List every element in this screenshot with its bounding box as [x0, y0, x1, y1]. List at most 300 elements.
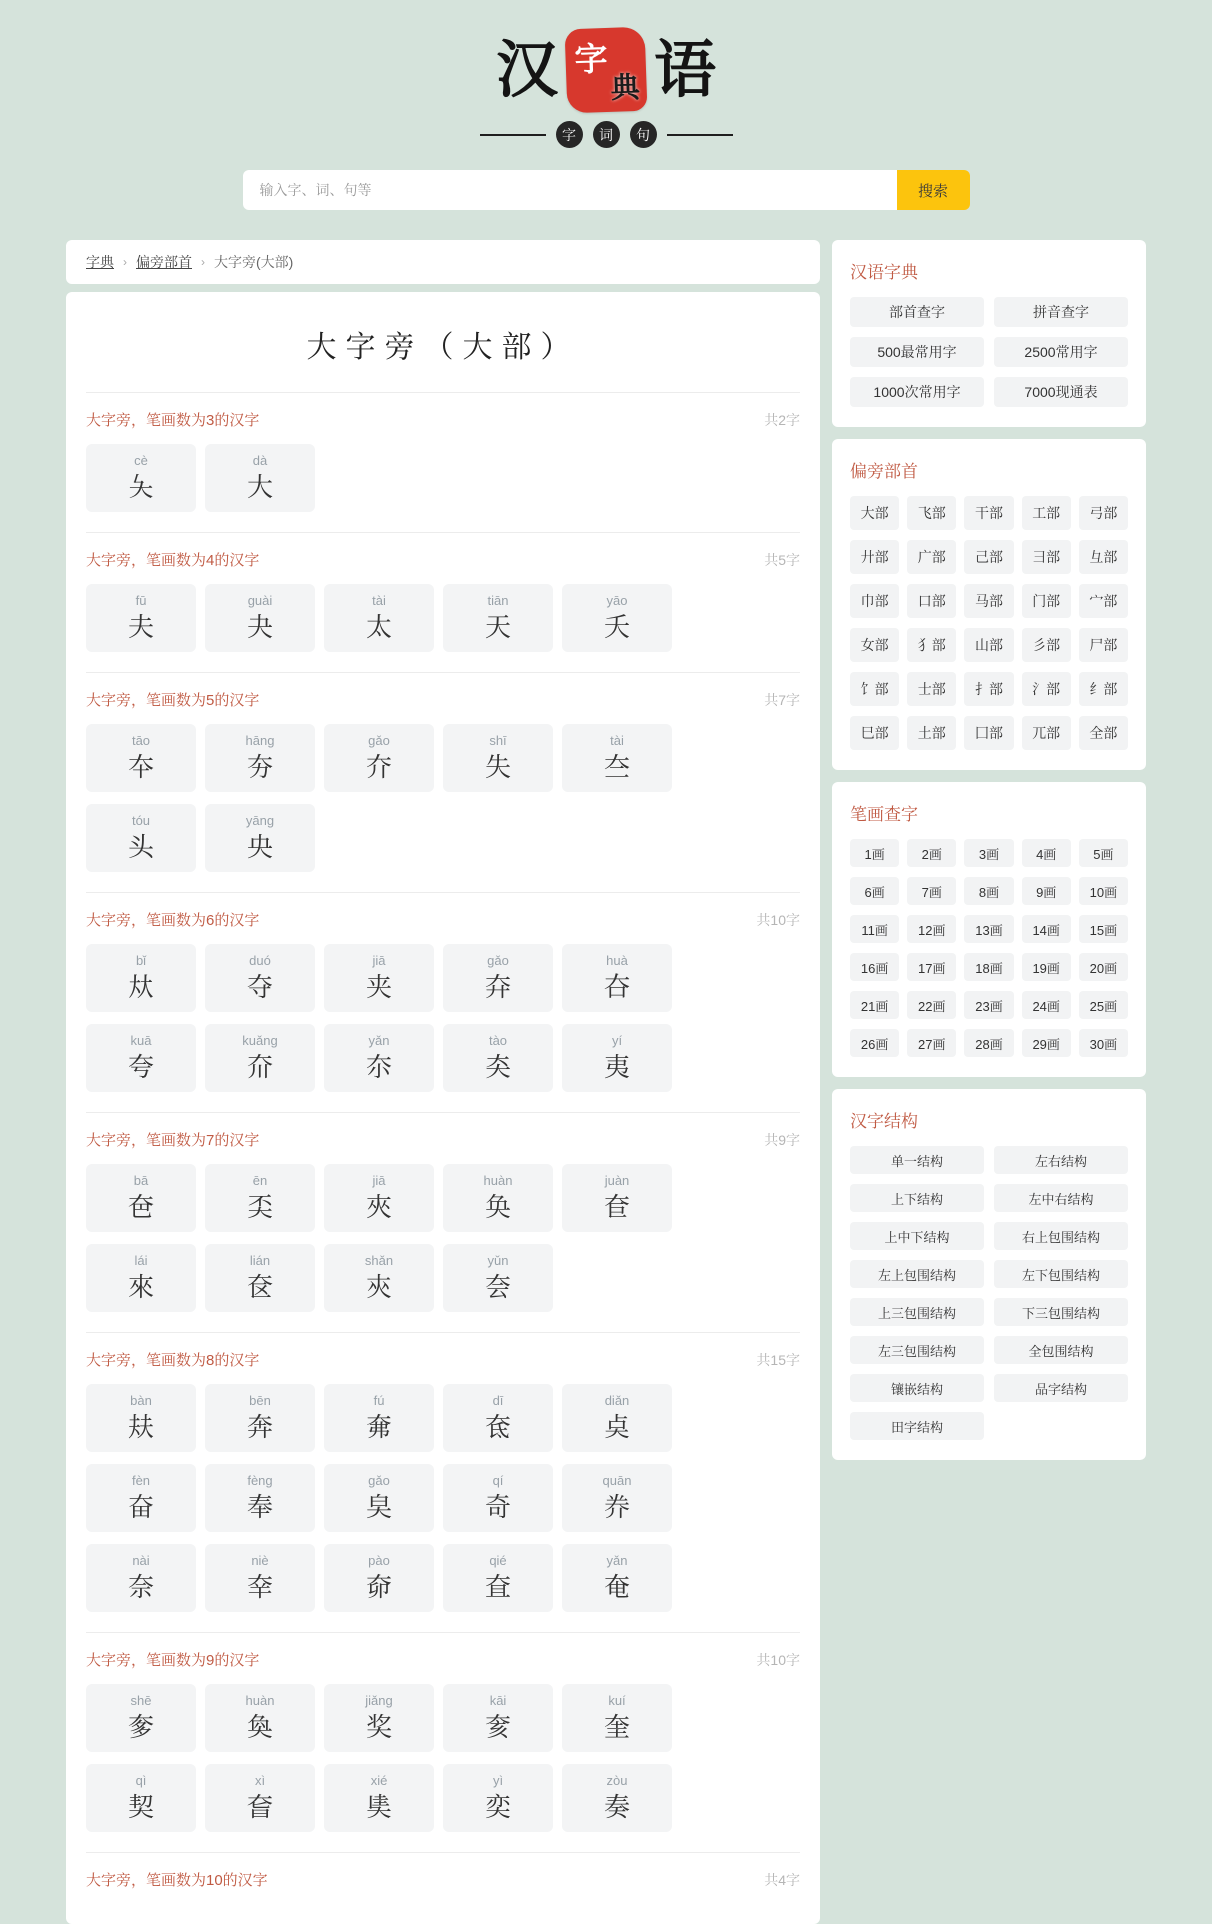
char-hanzi: 夷 — [603, 1051, 630, 1082]
logo-badge: 字 — [556, 121, 583, 148]
radical-button[interactable]: 干部 — [964, 496, 1013, 530]
char-grid — [86, 444, 800, 512]
stroke-button[interactable]: 21画 — [850, 991, 899, 1019]
char-card[interactable] — [205, 944, 315, 1012]
char-pinyin: yāo — [606, 592, 628, 608]
structure-button[interactable]: 右上包围结构 — [994, 1222, 1128, 1250]
stroke-button[interactable]: 3画 — [964, 839, 1013, 867]
char-card[interactable] — [205, 724, 315, 792]
char-hanzi: 夻 — [603, 971, 630, 1002]
sidebar-dictionary-title: 汉语字典 — [850, 263, 918, 282]
char-card[interactable] — [205, 1684, 315, 1752]
char-hanzi: 㚗 — [484, 1571, 511, 1602]
char-pinyin: tóu — [131, 812, 151, 828]
char-card[interactable] — [86, 1244, 196, 1312]
char-card[interactable] — [205, 444, 315, 512]
char-grid — [86, 1684, 800, 1832]
radical-button[interactable]: 彡部 — [1022, 628, 1071, 662]
stroke-button[interactable]: 10画 — [1079, 877, 1128, 905]
radical-button[interactable]: 饣部 — [850, 672, 899, 706]
char-card[interactable] — [562, 584, 672, 652]
char-hanzi: 夲 — [127, 751, 154, 782]
radical-button[interactable]: 犭部 — [907, 628, 956, 662]
char-hanzi: 夼 — [246, 1051, 273, 1082]
structure-button[interactable]: 左右结构 — [994, 1146, 1128, 1174]
char-pinyin: cè — [134, 452, 148, 468]
char-hanzi: 奌 — [603, 1411, 630, 1442]
char-pinyin: jiā — [372, 952, 386, 968]
search-input[interactable] — [243, 170, 897, 210]
char-card[interactable] — [443, 1024, 553, 1092]
radical-button[interactable]: 囗部 — [964, 716, 1013, 750]
radical-button[interactable]: 彑部 — [1079, 540, 1128, 574]
char-hanzi: 夾 — [365, 1191, 392, 1222]
structure-button[interactable]: 左三包围结构 — [850, 1336, 984, 1364]
char-card[interactable] — [443, 1544, 553, 1612]
stroke-button[interactable]: 18画 — [964, 953, 1013, 981]
stroke-button[interactable]: 16画 — [850, 953, 899, 981]
char-card[interactable] — [562, 1684, 672, 1752]
char-hanzi: 奈 — [127, 1571, 154, 1602]
char-card[interactable] — [205, 1384, 315, 1452]
stroke-section — [86, 392, 800, 532]
char-card[interactable] — [443, 724, 553, 792]
search-bar — [243, 170, 970, 210]
char-hanzi: 失 — [484, 751, 511, 782]
char-pinyin: dī — [492, 1392, 504, 1408]
stroke-button[interactable]: 29画 — [1022, 1029, 1071, 1057]
dict-button[interactable]: 2500常用字 — [994, 337, 1128, 367]
radical-button[interactable]: 马部 — [964, 584, 1013, 618]
char-pinyin: kuí — [608, 1692, 626, 1708]
breadcrumb-radicals-link[interactable]: 偏旁部首 — [136, 254, 192, 270]
char-hanzi: 奇 — [484, 1491, 511, 1522]
radical-button[interactable]: 大部 — [850, 496, 899, 530]
char-card[interactable] — [324, 1164, 434, 1232]
section-count: 共5字 — [764, 551, 800, 568]
char-pinyin: lián — [249, 1252, 271, 1268]
char-hanzi: 奂 — [484, 1191, 511, 1222]
structure-button[interactable]: 左下包围结构 — [994, 1260, 1128, 1288]
char-hanzi: 㚖 — [365, 1491, 392, 1522]
breadcrumb-dictionary-link[interactable]: 字典 — [86, 254, 114, 270]
char-pinyin: tiān — [487, 592, 509, 608]
structure-button[interactable]: 田字结构 — [850, 1412, 984, 1440]
char-card[interactable] — [86, 944, 196, 1012]
char-hanzi: 奓 — [127, 1711, 154, 1742]
char-card[interactable] — [324, 724, 434, 792]
char-card[interactable] — [86, 1164, 196, 1232]
stroke-button[interactable]: 20画 — [1079, 953, 1128, 981]
char-pinyin: yì — [492, 1772, 504, 1788]
dict-button[interactable]: 拼音查字 — [994, 297, 1128, 327]
char-card[interactable] — [562, 1164, 672, 1232]
char-card[interactable] — [324, 1244, 434, 1312]
char-card[interactable] — [86, 1684, 196, 1752]
char-pinyin: lái — [134, 1252, 148, 1268]
char-pinyin: tào — [488, 1032, 508, 1048]
stroke-button[interactable]: 28画 — [964, 1029, 1013, 1057]
char-pinyin: yí — [611, 1032, 623, 1048]
radical-button[interactable]: 宀部 — [1079, 584, 1128, 618]
stroke-button[interactable]: 30画 — [1079, 1029, 1128, 1057]
stroke-button[interactable]: 26画 — [850, 1029, 899, 1057]
char-card[interactable] — [86, 1544, 196, 1612]
structure-button[interactable]: 上中下结构 — [850, 1222, 984, 1250]
char-card[interactable] — [86, 1024, 196, 1092]
structure-button[interactable]: 品字结构 — [994, 1374, 1128, 1402]
char-card[interactable] — [205, 1464, 315, 1532]
stroke-section — [86, 532, 800, 672]
radical-button[interactable]: 纟部 — [1079, 672, 1128, 706]
char-pinyin: gǎo — [368, 732, 390, 748]
section-count: 共9字 — [764, 1131, 800, 1148]
radical-button[interactable]: 巳部 — [850, 716, 899, 750]
char-hanzi: 㚔 — [246, 1571, 273, 1602]
char-hanzi: 央 — [246, 831, 273, 862]
section-header — [86, 1869, 800, 1890]
char-hanzi: 奅 — [365, 1571, 392, 1602]
char-pinyin: yǔn — [487, 1252, 509, 1268]
sidebar-card-strokes — [832, 782, 1146, 1077]
char-hanzi: 夳 — [603, 751, 630, 782]
stroke-section — [86, 672, 800, 892]
char-card[interactable] — [443, 1384, 553, 1452]
stroke-button[interactable]: 9画 — [1022, 877, 1071, 905]
sidebar-card-dictionary — [832, 240, 1146, 427]
char-pinyin: huà — [606, 952, 628, 968]
section-title: 大字旁，笔画数为8的汉字 — [86, 1352, 260, 1369]
char-pinyin: fèn — [131, 1472, 151, 1488]
sidebar-card-structures — [832, 1089, 1146, 1460]
char-card[interactable] — [205, 1544, 315, 1612]
dict-button[interactable]: 部首查字 — [850, 297, 984, 327]
dict-button[interactable]: 1000次常用字 — [850, 377, 984, 407]
logo-stamp-top-char: 字 — [573, 38, 609, 80]
char-pinyin: dà — [252, 452, 268, 468]
char-hanzi: 夶 — [127, 971, 154, 1002]
radical-button[interactable]: 己部 — [964, 540, 1013, 574]
char-card[interactable] — [205, 1764, 315, 1832]
logo-stamp-icon — [565, 27, 648, 114]
section-count: 共7字 — [764, 691, 800, 708]
char-card[interactable] — [324, 944, 434, 1012]
structure-button[interactable]: 左中右结构 — [994, 1184, 1128, 1212]
char-pinyin: bàn — [130, 1392, 152, 1408]
char-hanzi: 㚘 — [127, 1411, 154, 1442]
char-pinyin: fū — [135, 592, 147, 608]
dict-button[interactable]: 500最常用字 — [850, 337, 984, 367]
structure-button[interactable]: 下三包围结构 — [994, 1298, 1128, 1326]
char-card[interactable] — [86, 444, 196, 512]
section-title: 大字旁，笔画数为10的汉字 — [86, 1872, 268, 1889]
section-title: 大字旁，笔画数为7的汉字 — [86, 1132, 260, 1149]
radical-char-list-card — [66, 292, 820, 1924]
char-pinyin: guài — [247, 592, 273, 608]
radical-button[interactable]: 廾部 — [850, 540, 899, 574]
radical-button[interactable]: 山部 — [964, 628, 1013, 662]
char-card[interactable] — [86, 804, 196, 872]
radical-button[interactable]: 广部 — [907, 540, 956, 574]
char-hanzi: 奁 — [246, 1271, 273, 1302]
char-hanzi: 夿 — [127, 1191, 154, 1222]
section-title: 大字旁，笔画数为3的汉字 — [86, 412, 260, 429]
sections — [86, 392, 800, 1924]
char-card[interactable] — [562, 1384, 672, 1452]
stroke-button[interactable]: 22画 — [907, 991, 956, 1019]
char-hanzi: 奎 — [603, 1711, 630, 1742]
section-header — [86, 1649, 800, 1670]
radical-button[interactable]: 飞部 — [907, 496, 956, 530]
char-card[interactable] — [324, 1024, 434, 1092]
char-card[interactable] — [86, 1384, 196, 1452]
char-pinyin: bǐ — [135, 952, 147, 968]
char-pinyin: kāi — [489, 1692, 507, 1708]
char-hanzi: 奔 — [246, 1411, 273, 1442]
char-pinyin: duó — [249, 952, 271, 968]
stroke-button[interactable]: 23画 — [964, 991, 1013, 1019]
char-card[interactable] — [324, 1684, 434, 1752]
char-pinyin: shī — [489, 732, 507, 748]
site-logo[interactable] — [496, 28, 716, 112]
radical-button[interactable]: 兀部 — [1022, 716, 1071, 750]
char-card[interactable] — [86, 584, 196, 652]
radical-button[interactable]: 口部 — [907, 584, 956, 618]
char-hanzi: 奉 — [246, 1491, 273, 1522]
char-card[interactable] — [443, 584, 553, 652]
char-hanzi: 契 — [127, 1791, 154, 1822]
char-card[interactable] — [443, 944, 553, 1012]
radical-button[interactable]: 门部 — [1022, 584, 1071, 618]
char-card[interactable] — [205, 1164, 315, 1232]
radical-button[interactable]: 彐部 — [1022, 540, 1071, 574]
char-card[interactable] — [205, 584, 315, 652]
char-card[interactable] — [562, 724, 672, 792]
char-pinyin: xì — [254, 1772, 266, 1788]
char-pinyin: tāo — [131, 732, 151, 748]
stroke-button[interactable]: 14画 — [1022, 915, 1071, 943]
char-hanzi: 夺 — [246, 971, 273, 1002]
structure-button[interactable]: 镶嵌结构 — [850, 1374, 984, 1402]
radical-button[interactable]: 扌部 — [964, 672, 1013, 706]
char-hanzi: 奄 — [603, 1571, 630, 1602]
char-pinyin: bēn — [249, 1392, 271, 1408]
char-card[interactable] — [443, 1684, 553, 1752]
char-card[interactable] — [205, 1024, 315, 1092]
char-hanzi: 夨 — [127, 471, 154, 502]
sidebar-structures-title: 汉字结构 — [850, 1112, 918, 1131]
stroke-button[interactable]: 24画 — [1022, 991, 1071, 1019]
char-pinyin: fú — [373, 1392, 385, 1408]
char-hanzi: 㚏 — [484, 971, 511, 1002]
char-hanzi: 奀 — [246, 1191, 273, 1222]
stroke-buttons — [850, 839, 1128, 1057]
stroke-button[interactable]: 25画 — [1079, 991, 1128, 1019]
radical-button[interactable]: 尸部 — [1079, 628, 1128, 662]
char-hanzi: 夫 — [127, 611, 154, 642]
logo-line-left — [480, 134, 546, 136]
logo-badge: 句 — [630, 121, 657, 148]
stroke-button[interactable]: 1画 — [850, 839, 899, 867]
char-hanzi: 夯 — [246, 751, 273, 782]
char-card[interactable] — [443, 1244, 553, 1312]
section-count: 共10字 — [756, 911, 800, 928]
main-column — [66, 240, 820, 1924]
section-count: 共2字 — [764, 411, 800, 428]
site-header — [0, 0, 1212, 148]
stroke-button[interactable]: 15画 — [1079, 915, 1128, 943]
char-pinyin: quān — [602, 1472, 632, 1488]
search-button[interactable]: 搜索 — [897, 170, 970, 210]
stroke-button[interactable]: 19画 — [1022, 953, 1071, 981]
char-card[interactable] — [443, 1164, 553, 1232]
char-pinyin: bā — [133, 1172, 149, 1188]
logo-stamp-bottom-char: 典 — [610, 69, 641, 105]
char-hanzi: 奃 — [484, 1411, 511, 1442]
stroke-button[interactable]: 4画 — [1022, 839, 1071, 867]
char-card[interactable] — [562, 1764, 672, 1832]
structure-button[interactable]: 全包围结构 — [994, 1336, 1128, 1364]
logo-line-right — [667, 134, 733, 136]
char-pinyin: kuā — [130, 1032, 152, 1048]
char-hanzi: 㚒 — [365, 1271, 392, 1302]
radical-button[interactable]: 巾部 — [850, 584, 899, 618]
char-card[interactable] — [562, 944, 672, 1012]
char-card[interactable] — [86, 1464, 196, 1532]
radical-button[interactable]: 土部 — [907, 716, 956, 750]
stroke-section — [86, 1852, 800, 1924]
char-hanzi: 奋 — [127, 1491, 154, 1522]
char-hanzi: 奏 — [603, 1791, 630, 1822]
structure-button[interactable]: 上三包围结构 — [850, 1298, 984, 1326]
char-pinyin: yǎn — [368, 1032, 390, 1048]
section-title: 大字旁，笔画数为9的汉字 — [86, 1652, 260, 1669]
char-card[interactable] — [562, 1024, 672, 1092]
char-hanzi: 夽 — [484, 1271, 511, 1302]
structure-buttons — [850, 1146, 1128, 1440]
structure-button[interactable]: 上下结构 — [850, 1184, 984, 1212]
char-card[interactable] — [86, 1764, 196, 1832]
page-content — [66, 240, 1146, 1924]
char-card[interactable] — [324, 1384, 434, 1452]
char-hanzi: 夹 — [365, 971, 392, 1002]
char-card[interactable] — [324, 584, 434, 652]
stroke-button[interactable]: 17画 — [907, 953, 956, 981]
char-pinyin: hāng — [245, 732, 275, 748]
radical-button[interactable]: 全部 — [1079, 716, 1128, 750]
char-pinyin: xié — [370, 1772, 388, 1788]
stroke-button[interactable]: 6画 — [850, 877, 899, 905]
section-title: 大字旁，笔画数为4的汉字 — [86, 552, 260, 569]
char-pinyin: yāng — [245, 812, 275, 828]
char-hanzi: 大 — [246, 471, 273, 502]
char-pinyin: jiǎng — [365, 1692, 393, 1708]
char-card[interactable] — [562, 1464, 672, 1532]
stroke-button[interactable]: 7画 — [907, 877, 956, 905]
radical-button[interactable]: 弓部 — [1079, 496, 1128, 530]
stroke-button[interactable]: 8画 — [964, 877, 1013, 905]
section-header — [86, 549, 800, 570]
stroke-button[interactable]: 2画 — [907, 839, 956, 867]
char-pinyin: kuǎng — [242, 1032, 278, 1048]
char-hanzi: 奒 — [484, 1711, 511, 1742]
char-hanzi: 夰 — [365, 751, 392, 782]
section-count: 共15字 — [756, 1351, 800, 1368]
logo-char-left: 汉 — [495, 33, 558, 106]
char-card[interactable] — [324, 1464, 434, 1532]
char-pinyin: tài — [372, 592, 386, 608]
char-hanzi: 太 — [365, 611, 392, 642]
radical-button[interactable]: 氵部 — [1022, 672, 1071, 706]
char-pinyin: tài — [610, 732, 624, 748]
char-pinyin: huàn — [245, 1692, 275, 1708]
char-card[interactable] — [562, 1544, 672, 1612]
radical-button[interactable]: 工部 — [1022, 496, 1071, 530]
char-pinyin: qì — [135, 1772, 147, 1788]
char-hanzi: 來 — [127, 1271, 154, 1302]
char-card[interactable] — [205, 1244, 315, 1312]
page-title: 大字旁（大部） — [306, 330, 580, 365]
char-card[interactable] — [443, 1764, 553, 1832]
structure-button[interactable]: 单一结构 — [850, 1146, 984, 1174]
sidebar-radicals-title: 偏旁部首 — [850, 462, 918, 481]
stroke-section — [86, 1332, 800, 1632]
char-card[interactable] — [86, 724, 196, 792]
breadcrumb-separator: › — [123, 255, 127, 269]
stroke-button[interactable]: 12画 — [907, 915, 956, 943]
sidebar — [832, 240, 1146, 1460]
stroke-button[interactable]: 13画 — [964, 915, 1013, 943]
char-hanzi: 奆 — [603, 1191, 630, 1222]
section-header — [86, 1129, 800, 1150]
char-card[interactable] — [324, 1764, 434, 1832]
logo-char-right: 语 — [654, 33, 717, 106]
char-hanzi: 㚛 — [246, 1791, 273, 1822]
char-hanzi: 奕 — [484, 1791, 511, 1822]
section-header — [86, 909, 800, 930]
stroke-button[interactable]: 27画 — [907, 1029, 956, 1057]
logo-subtitle — [480, 121, 733, 148]
dict-button[interactable]: 7000现通表 — [994, 377, 1128, 407]
char-hanzi: 头 — [127, 831, 154, 862]
section-header — [86, 409, 800, 430]
stroke-section — [86, 1632, 800, 1852]
stroke-button[interactable]: 5画 — [1079, 839, 1128, 867]
char-pinyin: jiā — [372, 1172, 386, 1188]
radical-button[interactable]: 女部 — [850, 628, 899, 662]
char-hanzi: 奍 — [603, 1491, 630, 1522]
section-count: 共4字 — [764, 1871, 800, 1888]
char-grid — [86, 1164, 800, 1312]
char-hanzi: 奊 — [365, 1791, 392, 1822]
char-hanzi: 夵 — [365, 1051, 392, 1082]
char-card[interactable] — [324, 1544, 434, 1612]
char-card[interactable] — [443, 1464, 553, 1532]
char-hanzi: 奖 — [365, 1711, 392, 1742]
stroke-button[interactable]: 11画 — [850, 915, 899, 943]
char-pinyin: diǎn — [604, 1392, 630, 1408]
char-pinyin: qié — [489, 1552, 507, 1568]
char-pinyin: zòu — [606, 1772, 628, 1788]
radical-button[interactable]: 士部 — [907, 672, 956, 706]
char-pinyin: pào — [368, 1552, 390, 1568]
char-hanzi: 天 — [484, 611, 511, 642]
char-pinyin: juàn — [604, 1172, 630, 1188]
char-card[interactable] — [205, 804, 315, 872]
char-hanzi: 夬 — [246, 611, 273, 642]
structure-button[interactable]: 左上包围结构 — [850, 1260, 984, 1288]
char-hanzi: 㚐 — [484, 1051, 511, 1082]
